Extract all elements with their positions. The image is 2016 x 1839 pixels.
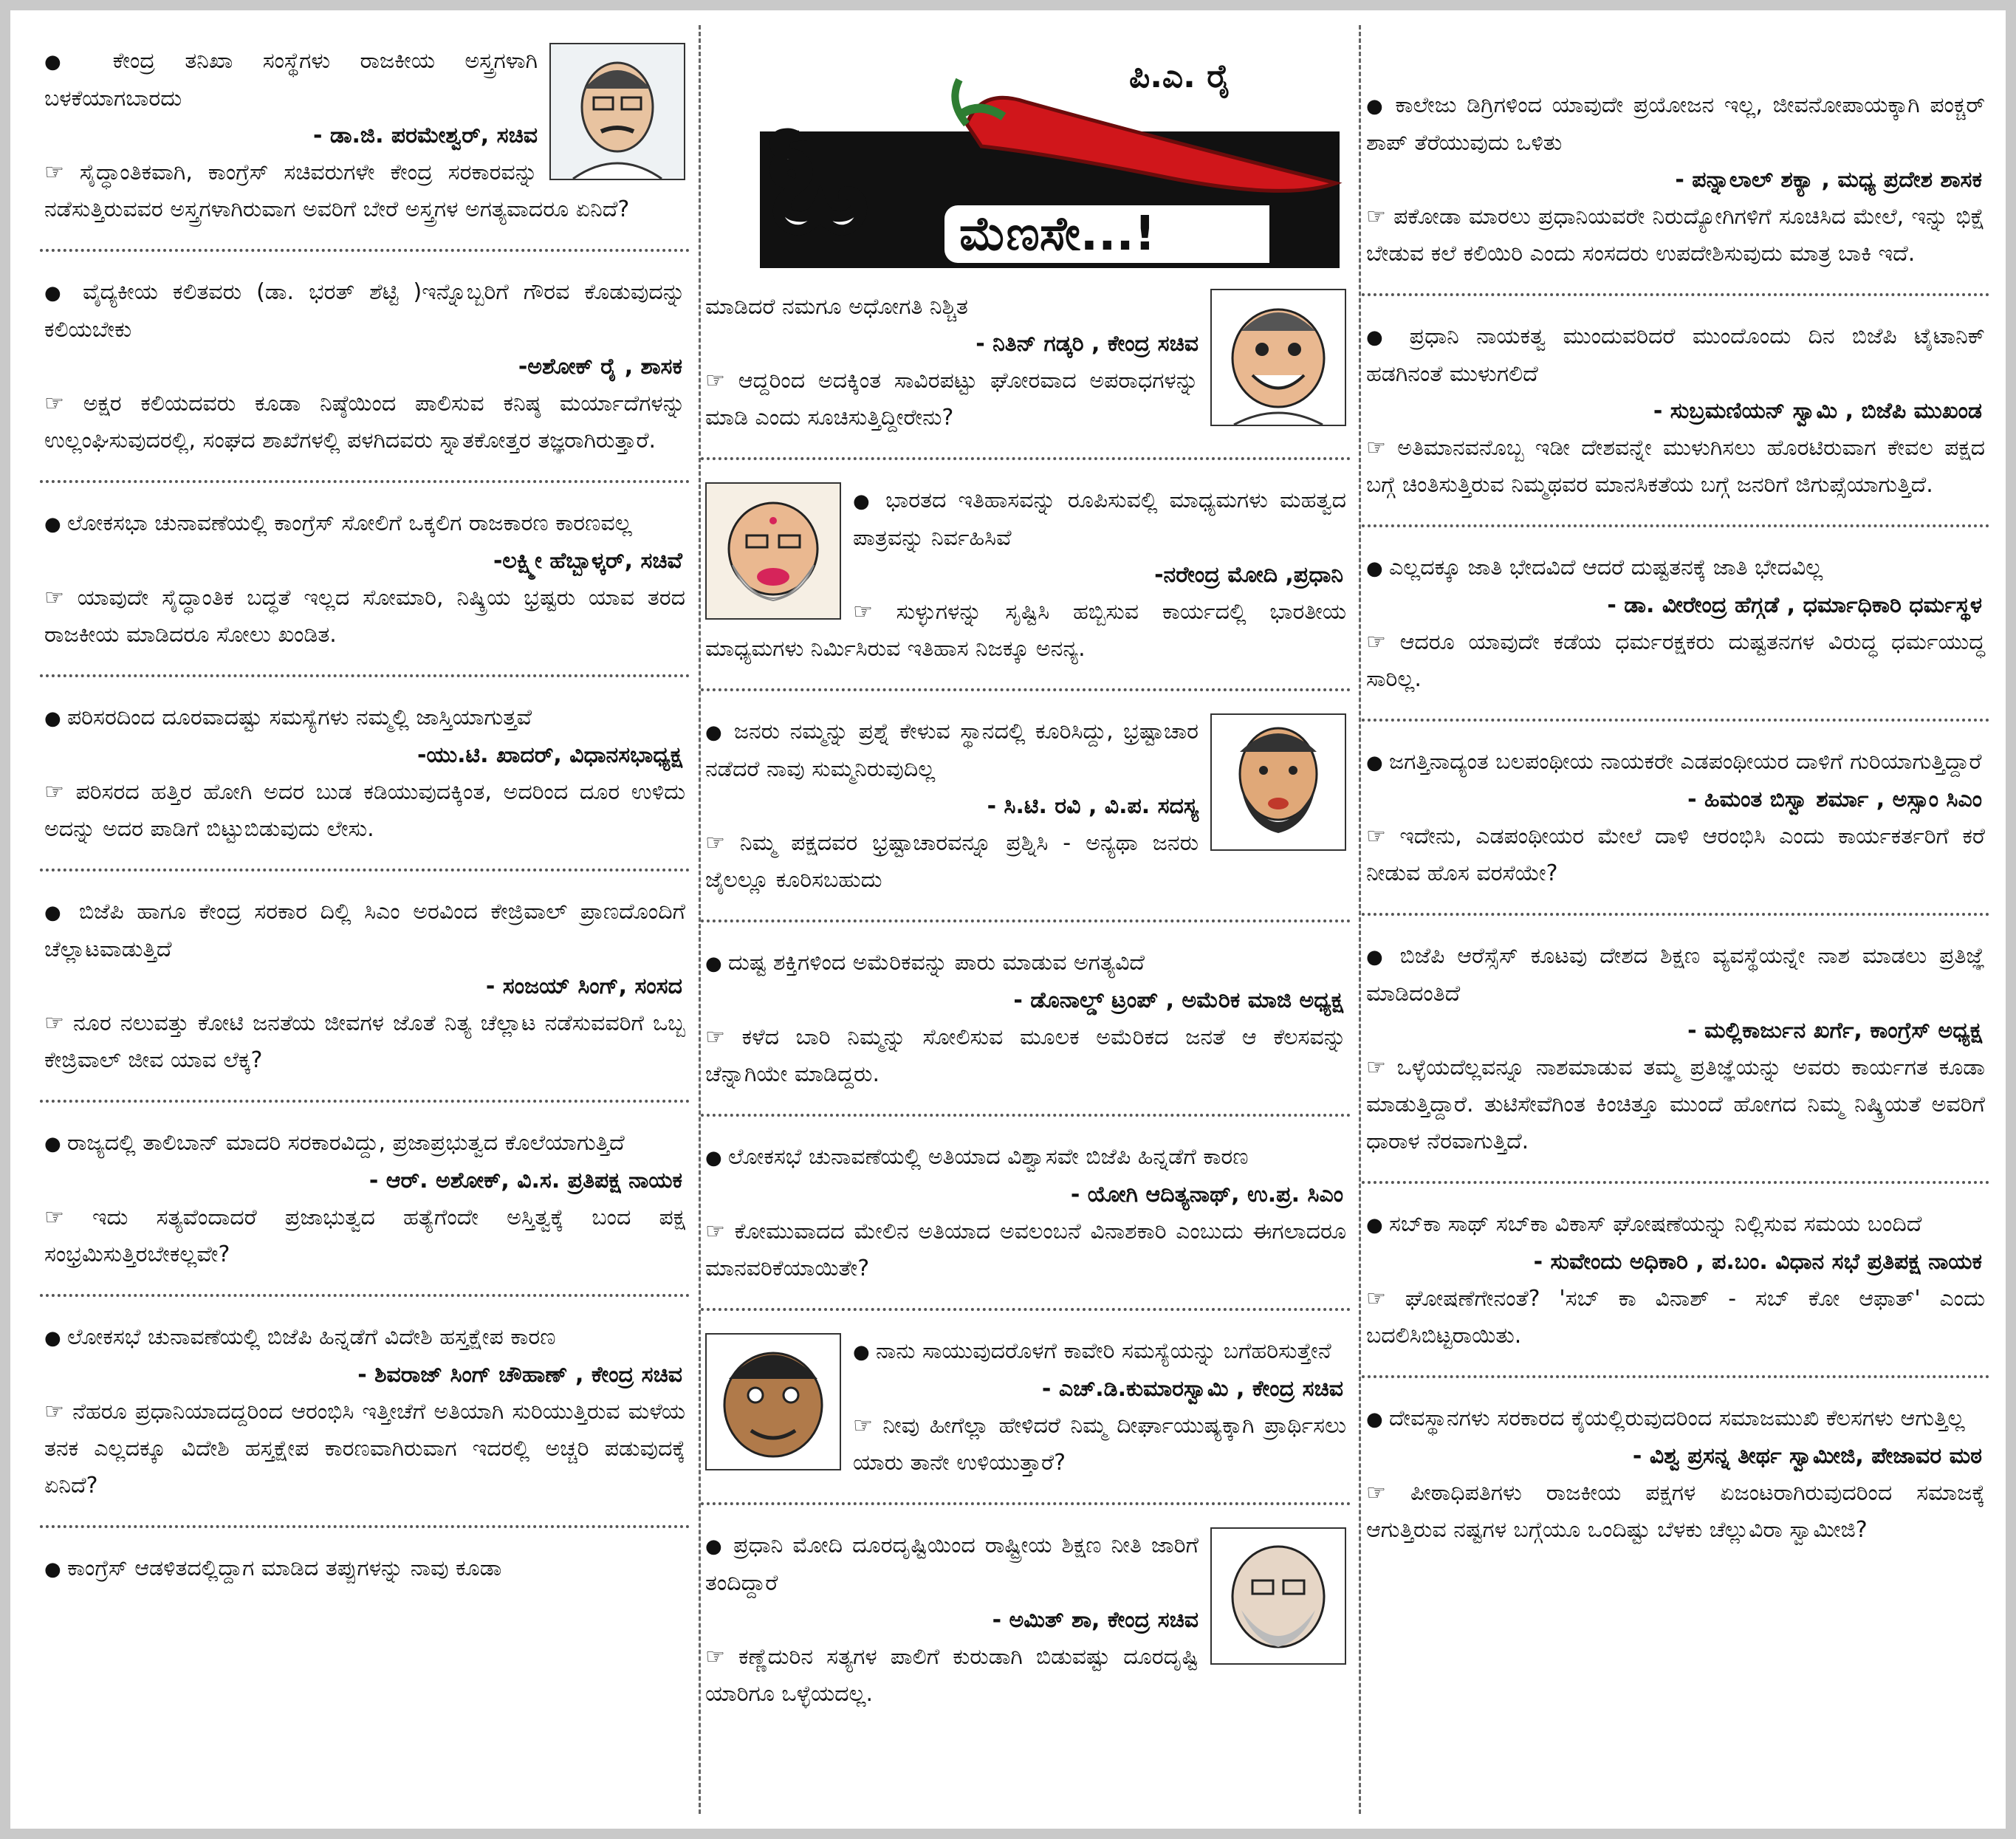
commentary-text: ☞ ಅತಿಮಾನವನೊಬ್ಬ ಇಡೀ ದೇಶವನ್ನೇ ಮುಳುಗಿಸಲು ಹೊರಟಿರುವಾಗ ಕೇವಲ ಪಕ್ಷದ ಬಗ್ಗೆ ಚಿಂತಿಸುತ್ತಿರುವ ನಿಮ್ಮಥವರ ಮಾನಸಿಕತೆಯ ಬಗ್ಗೆ ಜನರಿಗೆ ಜಿಗುಪ್ಸೆಯಾಗುತ್ತಿದೆ. <box>1366 430 1985 504</box>
commentary-text: ☞ ನಿಮ್ಮ ಪಕ್ಷದವರ ಭ್ರಷ್ಟಾಚಾರವನ್ನೂ ಪ್ರಶ್ನಿಸಿ - ಅನ್ಯಥಾ ಜನರು ಜೈಲಲ್ಲೂ ಕೂರಿಸಬಹುದು <box>705 825 1346 899</box>
quote-item <box>40 1528 690 1609</box>
commentary-text: ☞ ಇದು ಸತ್ಯವೆಂದಾದರೆ ಪ್ರಜಾಭುತ್ವದ ಹತ್ಯೆಗೆಂದೇ ಅಸ್ತಿತ್ವಕ್ಕೆ ಬಂದ ಪಕ್ಷ ಸಂಭ್ರಮಿಸುತ್ತಿರಬೇಕಲ್ಲವೇ? <box>44 1199 685 1273</box>
commentary-text: ☞ ಯಾವುದೇ ಸೈದ್ಧಾಂತಿಕ ಬದ್ಧತೆ ಇಲ್ಲದ ಸೋಮಾರಿ, ನಿಷ್ಕ್ರಿಯ ಭ್ರಷ್ಟರು ಯಾವ ತರದ ರಾಜಕೀಯ ಮಾಡಿದರೂ ಸೋಲು ಖಂಡಿತ. <box>44 580 685 654</box>
speaker-name: - ಹಿಮಂತ ಬಿಸ್ವಾ ಶರ್ಮಾ , ಅಸ್ಸಾಂ ಸಿಎಂ <box>1687 787 1982 812</box>
quote-item <box>1362 21 1989 296</box>
quote-item <box>40 871 690 1103</box>
quote-item <box>1362 527 1989 722</box>
quote-text: ● ನಾನು ಸಾಯುವುದರೊಳಗೆ ಕಾವೇರಿ ಸಮಸ್ಯೆಯನ್ನು ಬಗೆಹರಿಸುತ್ತೇನೆ <box>705 1333 1346 1371</box>
quote-text: ● ಪ್ರಧಾನಿ ನಾಯಕತ್ವ ಮುಂದುವರಿದರೆ ಮುಂದೊಂದು ದಿನ ಬಿಜೆಪಿ ಟೈಟಾನಿಕ್ ಹಡಗಿನಂತೆ ಮುಳುಗಲಿದೆ <box>1366 318 1985 393</box>
commentary-text: ☞ ನೂರ ನಲುವತ್ತು ಕೋಟಿ ಜನತೆಯ ಜೀವಗಳ ಜೊತೆ ನಿತ್ಯ ಚೆಲ್ಲಾಟ ನಡೆಸುವವರಿಗೆ ಒಬ್ಬ ಕೇಜ್ರಿವಾಲ್ ಜೀವ ಯಾವ ಲೆಕ್ಕ? <box>44 1005 685 1079</box>
commentary-text: ☞ ನೆಹರೂ ಪ್ರಧಾನಿಯಾದದ್ದರಿಂದ ಆರಂಭಿಸಿ ಇತ್ತೀಚೆಗೆ ಅತಿಯಾಗಿ ಸುರಿಯುತ್ತಿರುವ ಮಳೆಯ ತನಕ ಎಲ್ಲದಕ್ಕೂ ವಿದೇಶಿ ಹಸ್ತಕ್ಷೇಪ ಕಾರಣವಾಗಿರುವಾಗ ಇದರಲ್ಲಿ ಅಚ್ಚರಿ ಪಡುವುದಕ್ಕೆ ಏನಿದೆ? <box>44 1394 685 1504</box>
speaker-name: -ಅಶೋಕ್ ರೈ , ಶಾಸಕ <box>518 354 682 380</box>
quote-text: ● ಎಲ್ಲದಕ್ಕೂ ಜಾತಿ ಭೇದವಿದೆ ಆದರೆ ದುಷ್ಟತನಕ್ಕೆ ಜಾತಿ ಭೇದವಿಲ್ಲ <box>1366 549 1985 587</box>
commentary-text: ☞ ಅಕ್ಷರ ಕಲಿಯದವರು ಕೂಡಾ ನಿಷ್ಠೆಯಿಂದ ಪಾಲಿಸುವ ಕನಿಷ್ಠ ಮರ್ಯಾದೆಗಳನ್ನು ಉಲ್ಲಂಘಿಸುವುದರಲ್ಲಿ, ಸಂಘದ ಶಾಖೆಗಳಲ್ಲಿ ಪಳಗಿದವರು ಸ್ನಾತಕೋತ್ತರ ತಜ್ಞರಾಗಿರುತ್ತಾರೆ. <box>44 386 685 459</box>
quote-text: ● ಸಬ್‌ಕಾ ಸಾಥ್ ಸಬ್‌ಕಾ ವಿಕಾಸ್ ಘೋಷಣೆಯನ್ನು ನಿಲ್ಲಿಸುವ ಸಮಯ ಬಂದಿದೆ <box>1366 1206 1985 1244</box>
quote-item <box>701 460 1351 691</box>
commentary-text: ☞ ಕಣ್ಣೆದುರಿನ ಸತ್ಯಗಳ ಪಾಲಿಗೆ ಕುರುಡಾಗಿ ಬಿಡುವಷ್ಟು ದೂರದೃಷ್ಟಿ ಯಾರಿಗೂ ಒಳ್ಳೆಯದಲ್ಲ. <box>705 1639 1346 1713</box>
quote-item <box>1362 1184 1989 1378</box>
caricature-portrait <box>1210 1527 1346 1665</box>
quote-item <box>701 922 1351 1117</box>
quote-text: ● ರಾಜ್ಯದಲ್ಲಿ ತಾಲಿಬಾನ್ ಮಾದರಿ ಸರಕಾರವಿದ್ದು, ಪ್ರಜಾಪ್ರಭುತ್ವದ ಕೊಲೆಯಾಗುತ್ತಿದೆ <box>44 1125 685 1162</box>
masthead-logo-letter: ಓ <box>769 92 868 264</box>
quote-text: ● ಲೋಕಸಭೆ ಚುನಾವಣೆಯಲ್ಲಿ ಬಿಜೆಪಿ ಹಿನ್ನಡೆಗೆ ವಿದೇಶಿ ಹಸ್ತಕ್ಷೇಪ ಕಾರಣ <box>44 1319 685 1357</box>
quote-text: ಮಾಡಿದರೆ ನಮಗೂ ಅಧೋಗತಿ ನಿಶ್ಚಿತ <box>705 294 968 320</box>
commentary-text: ☞ ಒಳ್ಳೆಯದೆಲ್ಲವನ್ನೂ ನಾಶಮಾಡುವ ತಮ್ಮ ಪ್ರತಿಜ್ಞೆಯನ್ನು ಅವರು ಕಾರ್ಯಗತ ಕೂಡಾ ಮಾಡುತ್ತಿದ್ದಾರೆ. ತುಟಿಸೇವೆಗಿಂತ ಕಿಂಚಿತ್ತೂ ಮುಂದೆ ಹೋಗದ ನಿಮ್ಮ ನಿಷ್ಕ್ರಿಯತೆ ಅವರಿಗೆ ಧಾರಾಳ ನೆರವಾಗುತ್ತಿದೆ. <box>1366 1049 1985 1160</box>
quote-item <box>1362 296 1989 527</box>
column-middle <box>701 21 1351 1818</box>
speaker-name: - ಸಂಜಯ್ ಸಿಂಗ್, ಸಂಸದ <box>485 973 682 999</box>
speaker-name: - ವಿಶ್ವ ಪ್ರಸನ್ನ ತೀರ್ಥ ಸ್ವಾಮೀಜಿ, ಪೇಜಾವರ ಮಠ <box>1632 1443 1982 1469</box>
quote-text: ● ಲೋಕಸಭೆ ಚುನಾವಣೆಯಲ್ಲಿ ಅತಿಯಾದ ವಿಶ್ವಾಸವೇ ಬಿಜೆಪಿ ಹಿನ್ನಡೆಗೆ ಕಾರಣ <box>705 1139 1346 1177</box>
speaker-name: - ಶಿವರಾಜ್ ಸಿಂಗ್ ಚೌಹಾಣ್ , ಕೇಂದ್ರ ಸಚಿವ <box>357 1362 682 1388</box>
speaker-name: - ಯೋಗಿ ಆದಿತ್ಯನಾಥ್, ಉ.ಪ್ರ. ಸಿಎಂ <box>1070 1182 1343 1208</box>
speaker-name: - ಸಿ.ಟಿ. ರವಿ , ವಿ.ಪ. ಸದಸ್ಯ <box>987 793 1199 819</box>
quote-text: ● ಭಾರತದ ಇತಿಹಾಸವನ್ನು ರೂಪಿಸುವಲ್ಲಿ ಮಾಧ್ಯಮಗಳು ಮಹತ್ವದ ಪಾತ್ರವನ್ನು ನಿರ್ವಹಿಸಿವೆ <box>705 482 1346 557</box>
speaker-name: - ಸುಬ್ರಮಣಿಯನ್ ಸ್ವಾಮಿ , ಬಿಜೆಪಿ ಮುಖಂಡ <box>1653 398 1982 424</box>
commentary-text: ☞ ಆದ್ದರಿಂದ ಅದಕ್ಕಿಂತ ಸಾವಿರಪಟ್ಟು ಘೋರವಾದ ಅಪರಾಧಗಳನ್ನು ಮಾಡಿ ಎಂದು ಸೂಚಿಸುತ್ತಿದ್ದೀರೇನು? <box>705 363 1346 436</box>
column-right <box>1362 21 1989 1818</box>
speaker-name: -ನರೇಂದ್ರ ಮೋದಿ ,ಪ್ರಧಾನಿ <box>1154 562 1343 588</box>
commentary-text: ☞ ಕಳೆದ ಬಾರಿ ನಿಮ್ಮನ್ನು ಸೋಲಿಸುವ ಮೂಲಕ ಅಮೆರಿಕದ ಜನತೆ ಆ ಕೆಲಸವನ್ನು ಚೆನ್ನಾಗಿಯೇ ಮಾಡಿದ್ದರು. <box>705 1019 1346 1093</box>
commentary-text: ☞ ಪಕೋಡಾ ಮಾರಲು ಪ್ರಧಾನಿಯವರೇ ನಿರುದ್ಯೋಗಿಗಳಿಗೆ ಸೂಚಿಸಿದ ಮೇಲೆ, ಇನ್ನು ಭಿಕ್ಷೆ ಬೇಡುವ ಕಲೆ ಕಲಿಯಿರಿ ಎಂದು ಸಂಸದರು ಉಪದೇಶಿಸುವುದು ಮಾತ್ರ ಬಾಕಿ ಇದೆ. <box>1366 199 1985 273</box>
quote-item <box>701 1311 1351 1505</box>
caricature-portrait <box>1210 289 1346 426</box>
quote-item <box>40 21 690 252</box>
commentary-text: ☞ ಪೀಠಾಧಿಪತಿಗಳು ರಾಜಕೀಯ ಪಕ್ಷಗಳ ಏಜಂಟರಾಗಿರುವುದರಿಂದ ಸಮಾಜಕ್ಕೆ ಆಗುತ್ತಿರುವ ನಷ್ಟಗಳ ಬಗ್ಗೆಯೂ ಒಂದಿಷ್ಟು ಬೆಳಕು ಚೆಲ್ಲುವಿರಾ ಸ್ವಾಮೀಜಿ? <box>1366 1475 1985 1549</box>
quote-item <box>1362 1378 1989 1569</box>
commentary-text: ☞ ಕೋಮುವಾದದ ಮೇಲಿನ ಅತಿಯಾದ ಅವಲಂಬನೆ ವಿನಾಶಕಾರಿ ಎಂಬುದು ಈಗಲಾದರೂ ಮಾನವರಿಕೆಯಾಯಿತೇ? <box>705 1213 1346 1287</box>
caricature-portrait <box>705 1333 841 1470</box>
quote-text: ● ವೈದ್ಯಕೀಯ ಕಲಿತವರು (ಡಾ. ಭರತ್ ಶೆಟ್ಟಿ )ಇನ್ನೊಬ್ಬರಿಗೆ ಗೌರವ ಕೊಡುವುದನ್ನು ಕಲಿಯಬೇಕು <box>44 274 685 349</box>
commentary-text: ☞ ಘೋಷಣೆಗೇನಂತೆ? 'ಸಬ್ ಕಾ ವಿನಾಶ್ - ಸಬ್ ಕೋ ಆಫಾತ್' ಎಂದು ಬದಲಿಸಿಬಿಟ್ಟರಾಯಿತು. <box>1366 1281 1985 1355</box>
speaker-name: -ಯು.ಟಿ. ಖಾದರ್, ವಿಧಾನಸಭಾಧ್ಯಕ್ಷ <box>417 742 682 768</box>
quote-text: ● ದುಷ್ಟ ಶಕ್ತಿಗಳಿಂದ ಅಮೆರಿಕವನ್ನು ಪಾರು ಮಾಡುವ ಅಗತ್ಯವಿದೆ <box>705 945 1346 982</box>
quote-item <box>701 1505 1351 1733</box>
quote-text: ● ಕಾಂಗ್ರೆಸ್ ಆಡಳಿತದಲ್ಲಿದ್ದಾಗ ಮಾಡಿದ ತಪ್ಪುಗಳನ್ನು ನಾವು ಕೂಡಾ <box>44 1550 685 1588</box>
speaker-name: - ಆರ್. ಅಶೋಕ್, ವಿ.ಸ. ಪ್ರತಿಪಕ್ಷ ನಾಯಕ <box>368 1168 682 1194</box>
column-left <box>40 21 690 1818</box>
quote-item <box>40 1297 690 1528</box>
speaker-name: - ನಿತಿನ್ ಗಡ್ಕರಿ , ಕೇಂದ್ರ ಸಚಿವ <box>976 331 1199 357</box>
quote-item <box>701 286 1351 460</box>
column-author: ಪಿ.ಎ. ರೈ <box>1129 58 1231 95</box>
quote-item <box>701 691 1351 922</box>
quote-text: ● ಜನರು ನಮ್ಮನ್ನು ಪ್ರಶ್ನೆ ಕೇಳುವ ಸ್ಥಾನದಲ್ಲಿ ಕೂರಿಸಿದ್ದು, ಭ್ರಷ್ಟಾಚಾರ ನಡೆದರೆ ನಾವು ಸುಮ್ಮನಿರುವುದಿಲ್ಲ <box>705 713 1346 788</box>
speaker-name: - ಅಮಿತ್ ಶಾ, ಕೇಂದ್ರ ಸಚಿವ <box>992 1607 1199 1633</box>
quote-item <box>1362 722 1989 916</box>
quote-item <box>40 252 690 483</box>
quote-item <box>40 1103 690 1297</box>
caricature-portrait <box>1210 713 1346 851</box>
quote-text: ● ಲೋಕಸಭಾ ಚುನಾವಣೆಯಲ್ಲಿ ಕಾಂಗ್ರೆಸ್ ಸೋಲಿಗೆ ಒಕ್ಕಲಿಗ ರಾಜಕಾರಣ ಕಾರಣವಲ್ಲ <box>44 505 685 543</box>
speaker-name: -ಲಕ್ಷ್ಮೀ ಹೆಬ್ಬಾಳ್ಕರ್, ಸಚಿವೆ <box>493 548 682 574</box>
speaker-name: - ಸುವೇಂದು ಅಧಿಕಾರಿ , ಪ.ಬಂ. ವಿಧಾನ ಸಭೆ ಪ್ರತಿಪಕ್ಷ ನಾಯಕ <box>1533 1249 1982 1275</box>
commentary-text: ☞ ಇದೇನು, ಎಡಪಂಥೀಯರ ಮೇಲೆ ದಾಳಿ ಆರಂಭಿಸಿ ಎಂದು ಕಾರ್ಯಕರ್ತರಿಗೆ ಕರೆ ನೀಡುವ ಹೊಸ ವರಸೆಯೇ? <box>1366 818 1985 892</box>
commentary-text: ☞ ಸೈದ್ಧಾಂತಿಕವಾಗಿ, ಕಾಂಗ್ರೆಸ್ ಸಚಿವರುಗಳೇ ಕೇಂದ್ರ ಸರಕಾರವನ್ನು ನಡೆಸುತ್ತಿರುವವರ ಅಸ್ತ್ರಗಳಾಗಿರುವಾಗ ಅವರಿಗೆ ಬೇರೆ ಅಸ್ತ್ರಗಳ ಅಗತ್ಯವಾದರೂ ಏನಿದೆ? <box>44 154 685 228</box>
quote-text: ● ಬಿಜೆಪಿ ಹಾಗೂ ಕೇಂದ್ರ ಸರಕಾರ ದಿಲ್ಲಿ ಸಿಎಂ ಅರವಿಂದ ಕೇಜ್ರಿವಾಲ್ ಪ್ರಾಣದೊಂದಿಗೆ ಚೆಲ್ಲಾಟವಾಡುತ್ತಿದೆ <box>44 894 685 968</box>
quote-item <box>40 677 690 871</box>
quote-text: ● ಕಾಲೇಜು ಡಿಗ್ರಿಗಳಿಂದ ಯಾವುದೇ ಪ್ರಯೋಜನ ಇಲ್ಲ, ಜೀವನೋಪಾಯಕ್ಕಾಗಿ ಪಂಕ್ಚರ್ ಶಾಪ್ ತೆರೆಯುವುದು ಒಳಿತು <box>1366 87 1985 162</box>
caricature-portrait <box>549 43 685 180</box>
quote-text: ● ಜಗತ್ತಿನಾದ್ಯಂತ ಬಲಪಂಥೀಯ ನಾಯಕರೇ ಎಡಪಂಥೀಯರ ದಾಳಿಗೆ ಗುರಿಯಾಗುತ್ತಿದ್ದಾರೆ <box>1366 744 1985 781</box>
quote-text: ● ದೇವಸ್ಥಾನಗಳು ಸರಕಾರದ ಕೈಯಲ್ಲಿರುವುದರಿಂದ ಸಮಾಜಮುಖಿ ಕೆಲಸಗಳು ಆಗುತ್ತಿಲ್ಲ <box>1366 1400 1985 1438</box>
newspaper-page <box>10 10 2006 1829</box>
quote-item <box>1362 916 1989 1184</box>
commentary-text: ☞ ಸುಳ್ಳುಗಳನ್ನು ಸೃಷ್ಟಿಸಿ ಹಬ್ಬಿಸುವ ಕಾರ್ಯದಲ್ಲಿ ಭಾರತೀಯ ಮಾಧ್ಯಮಗಳು ನಿರ್ಮಿಸಿರುವ ಇತಿಹಾಸ ನಿಜಕ್ಕೂ ಅನನ್ಯ. <box>705 594 1346 668</box>
masthead <box>701 21 1351 275</box>
speaker-name: - ಎಚ್.ಡಿ.ಕುಮಾರಸ್ವಾಮಿ , ಕೇಂದ್ರ ಸಚಿವ <box>1041 1376 1343 1402</box>
quote-text: ● ಬಿಜೆಪಿ ಆರೆಸ್ಸೆಸ್ ಕೂಟವು ದೇಶದ ಶಿಕ್ಷಣ ವ್ಯವಸ್ಥೆಯನ್ನೇ ನಾಶ ಮಾಡಲು ಪ್ರತಿಜ್ಞೆ ಮಾಡಿದಂತಿದೆ <box>1366 938 1985 1013</box>
column-title: ಮೆಣಸೇ...! <box>944 205 1269 263</box>
quote-item <box>701 1117 1351 1311</box>
quote-item <box>40 483 690 677</box>
quote-text: ● ಕೇಂದ್ರ ತನಿಖಾ ಸಂಸ್ಥೆಗಳು ರಾಜಕೀಯ ಅಸ್ತ್ರಗಳಾಗಿ ಬಳಕೆಯಾಗಬಾರದು <box>44 43 685 117</box>
caricature-portrait <box>705 482 841 620</box>
speaker-name: - ಡಾ.ಜಿ. ಪರಮೇಶ್ವರ್, ಸಚಿವ <box>312 123 538 148</box>
commentary-text: ☞ ನೀವು ಹೀಗೆಲ್ಲಾ ಹೇಳಿದರೆ ನಿಮ್ಮ ದೀರ್ಘಾಯುಷ್ಯಕ್ಕಾಗಿ ಪ್ರಾರ್ಥಿಸಲು ಯಾರು ತಾನೇ ಉಳಿಯುತ್ತಾರೆ? <box>705 1408 1346 1482</box>
quote-text: ● ಪರಿಸರದಿಂದ ದೂರವಾದಷ್ಟು ಸಮಸ್ಯೆಗಳು ನಮ್ಮಲ್ಲಿ ಜಾಸ್ತಿಯಾಗುತ್ತವೆ <box>44 699 685 737</box>
commentary-text: ☞ ಆದರೂ ಯಾವುದೇ ಕಡೆಯ ಧರ್ಮರಕ್ಷಕರು ದುಷ್ಟತನಗಳ ವಿರುದ್ಧ ಧರ್ಮಯುದ್ಧ ಸಾರಿಲ್ಲ. <box>1366 624 1985 698</box>
speaker-name: - ಪನ್ನಾಲಾಲ್ ಶಕ್ಯಾ , ಮಧ್ಯ ಪ್ರದೇಶ ಶಾಸಕ <box>1675 167 1982 193</box>
column-divider <box>1359 25 1361 1814</box>
quote-text: ● ಪ್ರಧಾನಿ ಮೋದಿ ದೂರದೃಷ್ಟಿಯಿಂದ ರಾಷ್ಟ್ರೀಯ ಶಿಕ್ಷಣ ನೀತಿ ಜಾರಿಗೆ ತಂದಿದ್ದಾರೆ <box>705 1527 1346 1602</box>
commentary-text: ☞ ಪರಿಸರದ ಹತ್ತಿರ ಹೋಗಿ ಅದರ ಬುಡ ಕಡಿಯುವುದಕ್ಕಿಂತ, ಅದರಿಂದ ದೂರ ಉಳಿದು ಅದನ್ನು ಅದರ ಪಾಡಿಗೆ ಬಿಟ್ಟುಬಿಡುವುದು ಲೇಸು. <box>44 774 685 848</box>
speaker-name: - ಮಲ್ಲಿಕಾರ್ಜುನ ಖರ್ಗೆ, ಕಾಂಗ್ರೆಸ್ ಅಧ್ಯಕ್ಷ <box>1687 1018 1982 1044</box>
speaker-name: - ಡಾ. ವೀರೇಂದ್ರ ಹೆಗ್ಗಡೆ , ಧರ್ಮಾಧಿಕಾರಿ ಧರ್ಮಸ್ಥಳ <box>1607 592 1982 618</box>
speaker-name: - ಡೊನಾಲ್ಡ್ ಟ್ರಂಪ್ , ಅಮೆರಿಕ ಮಾಜಿ ಅಧ್ಯಕ್ಷ <box>1013 987 1343 1013</box>
